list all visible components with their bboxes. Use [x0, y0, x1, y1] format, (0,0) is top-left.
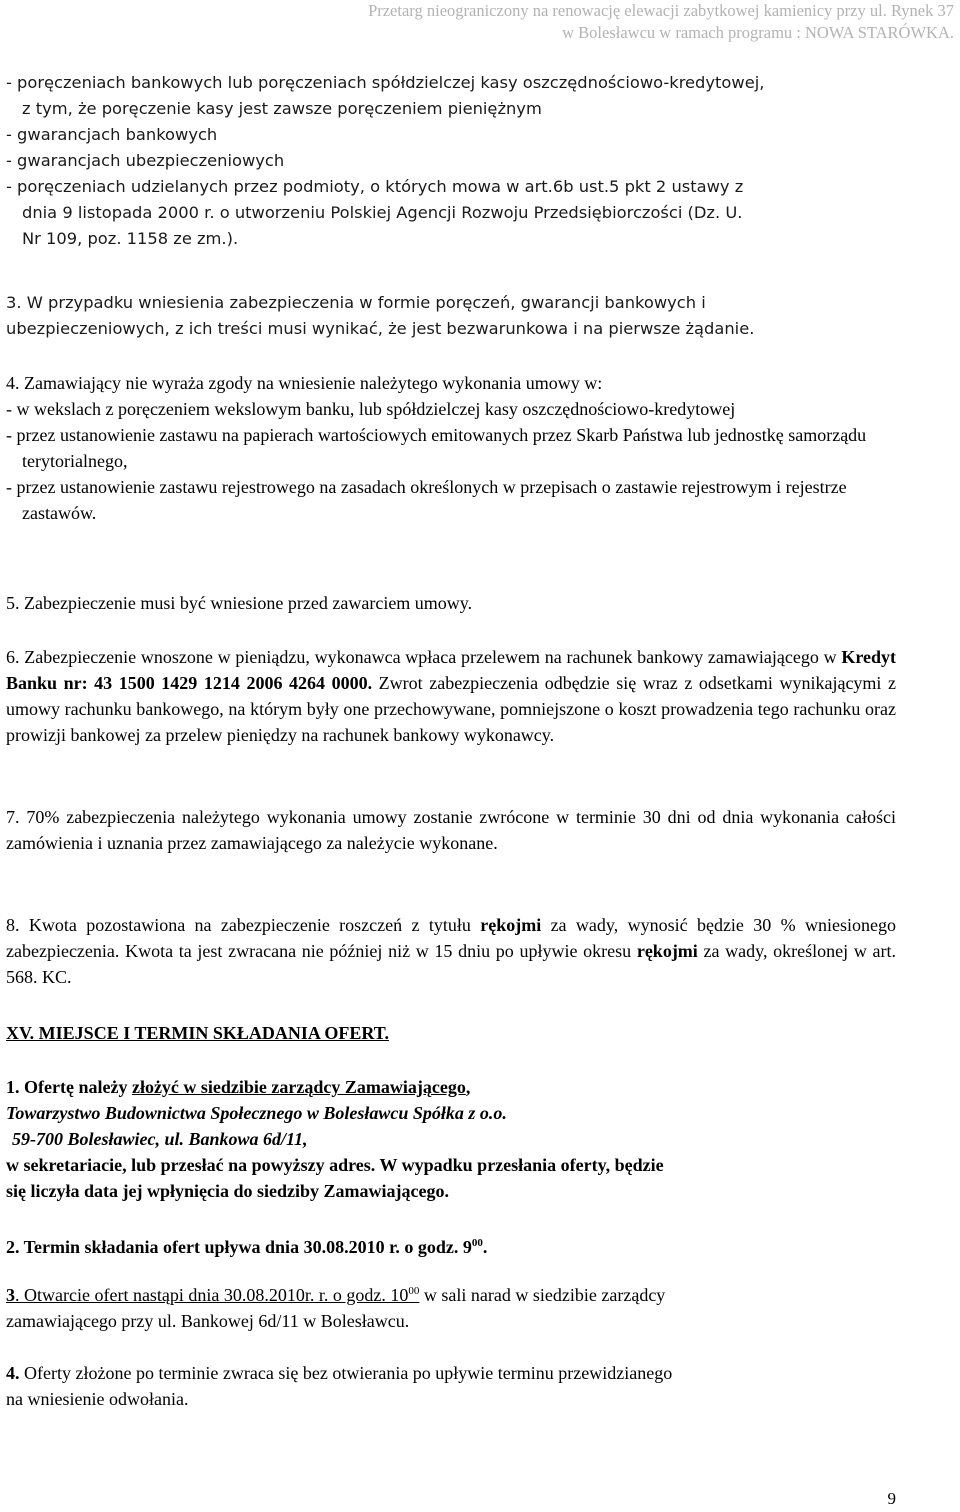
list-line: z tym, że poręczenie kasy jest zawsze poręczeniem pieniężnym	[22, 99, 542, 118]
paragraph-8: 8. Kwota pozostawiona na zabezpieczenie roszczeń z tytułu rękojmi za wady, wynosić będzie 30 % wniesionego zabezpieczenia. Kwota ta jest zwracana nie później niż w 15 dniu po upływie okresu rękojmi za wady, określonej w art. 568. KC.	[6, 915, 896, 987]
page-header	[194, 0, 954, 44]
paragraph-4	[6, 370, 896, 526]
paragraph-6: 6. Zabezpieczenie wnoszone w pieniądzu, wykonawca wpłaca przelewem na rachunek bankowy zamawiającego w Kredyt Banku nr: 43 1500 1429 1214 2006 4264 0000. Zwrot zabezpieczenia odbędzie się wraz z odsetkami wynikającymi z umowy rachunku bankowego, na którym były one przechowywane, pomniejszone o koszt prowadzenia tego rachunku oraz prowizji bankowej za przelew pieniędzy na rachunek bankowy wykonawcy.	[6, 647, 896, 745]
paragraph-4-intro: 4. Zamawiający nie wyraża zgody na wniesienie należytego wykonania umowy w:	[6, 373, 603, 393]
list-item: - przez ustanowienie zastawu rejestrowego na zasadach określonych w przepisach o zastawie rejestrowym i rejestrze zastawów.	[6, 477, 847, 523]
list-line: - poręczeniach bankowych lub poręczeniach spółdzielczej kasy oszczędnościowo-kredytowej,	[6, 73, 765, 92]
rekojmi-term: rękojmi	[636, 941, 698, 961]
page-number: 9	[887, 1489, 896, 1508]
list-line: dnia 9 listopada 2000 r. o utworzeniu Polskiej Agencji Rozwoju Przedsiębiorczości (Dz. U.	[22, 203, 743, 222]
guarantee-forms-list	[6, 70, 906, 252]
list-line: - gwarancjach ubezpieczeniowych	[6, 151, 285, 170]
header-line-2: w Bolesławcu w ramach programu : NOWA STARÓWKA.	[562, 23, 954, 42]
paragraph-3	[6, 290, 906, 342]
bank-account: Kredyt Banku nr: 43 1500 1429 1214 2006 4264 0000.	[6, 647, 896, 693]
header-line-1: Przetarg nieograniczony na renowację elewacji zabytkowej kamienicy przy ul. Rynek 37	[368, 1, 954, 20]
paragraph-7: 7. 70% zabezpieczenia należytego wykonania umowy zostanie zwrócone w terminie 30 dni od dnia wykonania całości zamówienia i uznania przez zamawiającego za należycie wykonane.	[6, 807, 896, 853]
late-offers: 4. Oferty złożone po terminie zwraca się bez otwierania po upływie terminu przewidzianego na wniesienie odwołania.	[6, 1363, 673, 1409]
submission-place: 1. Ofertę należy złożyć w siedzibie zarządcy Zamawiającego, Towarzystwo Budownictwa Społecznego w Bolesławcu Spółka z o.o. 59-700 Bolesławiec, ul. Bankowa 6d/11, w sekretariacie, lub przesłać na powyższy adres. W wypadku przesłania oferty, będzie się liczyła data jej wpłynięcia do siedziby Zamawiającego.	[6, 1077, 664, 1201]
list-line: - poręczeniach udzielanych przez podmioty, o których mowa w art.6b ust.5 pkt 2 ustawy z	[6, 177, 744, 196]
opening-of-offers: 3. Otwarcie ofert nastąpi dnia 30.08.2010r. r. o godz. $10^{00}$ w sali narad w siedzibie zarządcy zamawiającego przy ul. Bankowej 6d/11 w Bolesławcu.	[6, 1285, 666, 1331]
paragraph-5: 5. Zabezpieczenie musi być wniesione przed zawarciem umowy.	[6, 593, 473, 613]
list-line: Nr 109, poz. 1158 ze zm.).	[22, 229, 239, 248]
list-line: - gwarancjach bankowych	[6, 125, 218, 144]
list-item: - przez ustanowienie zastawu na papierach wartościowych emitowanych przez Skarb Państwa lub jednostkę samorządu terytorialnego,	[6, 425, 867, 471]
submission-location: złożyć w siedzibie zarządcy Zamawiającego	[131, 1077, 466, 1097]
paragraph-line: ubezpieczeniowych, z ich treści musi wynikać, że jest bezwarunkowa i na pierwsze żądanie.	[6, 319, 755, 338]
section-title: XV. MIEJSCE I TERMIN SKŁADANIA OFERT.	[6, 1023, 389, 1043]
company-name: Towarzystwo Budownictwa Społecznego w Bolesławcu Spółka z o.o.	[6, 1103, 507, 1123]
list-item: - w wekslach z poręczeniem wekslowym banku, lub spółdzielczej kasy oszczędnościowo-kredytowej	[6, 399, 736, 419]
company-address: 59-700 Bolesławiec, ul. Bankowa 6d/11,	[12, 1129, 308, 1149]
paragraph-line: 3. W przypadku wniesienia zabezpieczenia w formie poręczeń, gwarancji bankowych i	[6, 293, 706, 312]
rekojmi-term: rękojmi	[480, 915, 542, 935]
submission-deadline: 2. Termin składania ofert upływa dnia 30.08.2010 r. o godz. $9^{00}$.	[6, 1237, 488, 1257]
